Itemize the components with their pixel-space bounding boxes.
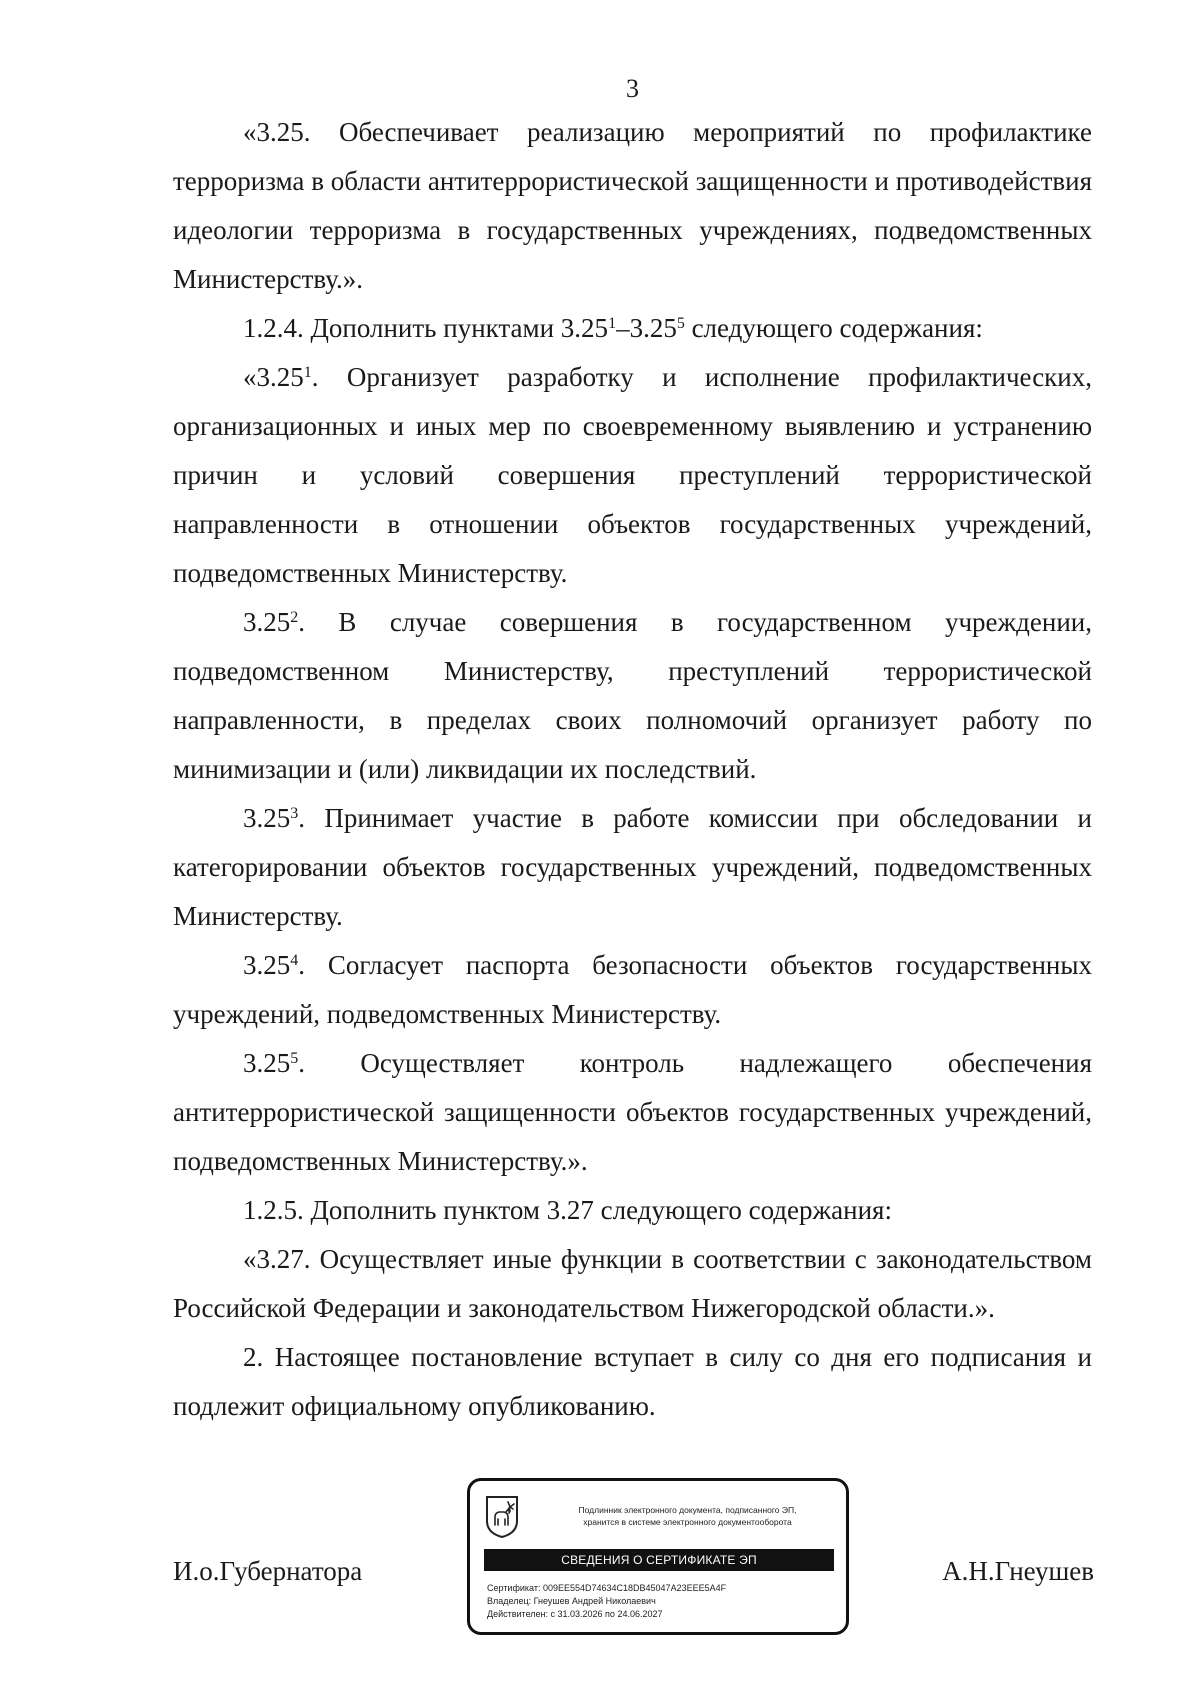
paragraph-text: . Согласует паспорта безопасности объектов государственных учреждений, подведомственных Министерству. bbox=[173, 950, 1092, 1029]
superscript: 2 bbox=[290, 609, 299, 626]
paragraph-text: 3.25 bbox=[243, 1048, 291, 1078]
paragraph-3-25-5 bbox=[173, 1039, 1092, 1186]
paragraph-3-25-3 bbox=[173, 794, 1092, 941]
document-body bbox=[173, 108, 1092, 1431]
paragraph-text: 2. Настоящее постановление вступает в силу со дня его подписания и подлежит официальному опубликованию. bbox=[173, 1342, 1092, 1421]
stamp-title: СВЕДЕНИЯ О СЕРТИФИКАТЕ ЭП bbox=[484, 1549, 834, 1571]
paragraph-3-25-4 bbox=[173, 941, 1092, 1039]
stamp-header-line: хранится в системе электронного документооборота bbox=[583, 1517, 792, 1527]
page-number: 3 bbox=[626, 74, 639, 103]
paragraph-text: «3.25. Обеспечивает реализацию мероприятий по профилактике терроризма в области антитеррористической защищенности и противодействия идеологии терроризма в государственных учреждениях, подведомственных Министерству.». bbox=[173, 117, 1092, 294]
paragraph-text: . Организует разработку и исполнение профилактических, организационных и иных мер по своевременному выявлению и устранению причин и условий совершения преступлений террористической направленности в отношении объектов государственных учреждений, подведомственных Министерству. bbox=[173, 362, 1092, 588]
signatory-position: И.о.Губернатора bbox=[173, 1556, 363, 1586]
signatory-name: А.Н.Гнеушев bbox=[942, 1556, 1094, 1586]
paragraph-text: «3.27. Осуществляет иные функции в соответствии с законодательством Российской Федерации и законодательством Нижегородской области.». bbox=[173, 1244, 1092, 1323]
paragraph-text: . Осуществляет контроль надлежащего обеспечения антитеррористической защищенности объектов государственных учреждений, подведомственных Министерству.». bbox=[173, 1048, 1092, 1176]
paragraph-text: «3.25 bbox=[243, 362, 304, 392]
paragraph-text: . Принимает участие в работе комиссии при обследовании и категорировании объектов государственных учреждений, подведомственных Министерству. bbox=[173, 803, 1092, 931]
paragraph-text: . В случае совершения в государственном учреждении, подведомственном Министерству, преступлений террористической направленности, в пределах своих полномочий организует работу по минимизации и (или) ликвидации их последствий. bbox=[173, 607, 1092, 784]
superscript: 1 bbox=[303, 364, 312, 381]
stamp-header bbox=[540, 1504, 835, 1528]
superscript: 5 bbox=[676, 315, 685, 332]
paragraph-3-25-2 bbox=[173, 598, 1092, 794]
stamp-details bbox=[487, 1582, 726, 1621]
paragraph-3-27 bbox=[173, 1235, 1092, 1333]
paragraph-2 bbox=[173, 1333, 1092, 1431]
electronic-signature-stamp bbox=[467, 1478, 849, 1635]
paragraph-text: 3.25 bbox=[243, 950, 291, 980]
superscript: 5 bbox=[290, 1050, 299, 1067]
superscript: 3 bbox=[290, 805, 299, 822]
stamp-certificate: Сертификат: 009EE554D74634C18DB45047A23EEE5A4F bbox=[487, 1583, 727, 1593]
paragraph-1-2-5 bbox=[173, 1186, 1092, 1235]
superscript: 1 bbox=[608, 315, 617, 332]
paragraph-text: 3.25 bbox=[243, 607, 291, 637]
deer-emblem-icon bbox=[484, 1495, 520, 1539]
stamp-validity: Действителен: с 31.03.2026 по 24.06.2027 bbox=[487, 1609, 663, 1619]
paragraph-text: 1.2.5. Дополнить пунктом 3.27 следующего содержания: bbox=[243, 1195, 892, 1225]
paragraph-text: 3.25 bbox=[243, 803, 291, 833]
paragraph-3-25 bbox=[173, 108, 1092, 304]
stamp-header-line: Подлинник электронного документа, подписанного ЭП, bbox=[578, 1505, 797, 1515]
stamp-owner: Владелец: Гнеушев Андрей Николаевич bbox=[487, 1596, 656, 1606]
paragraph-text: 1.2.4. Дополнить пунктами 3.25 bbox=[243, 313, 609, 343]
paragraph-3-25-1 bbox=[173, 353, 1092, 598]
superscript: 4 bbox=[290, 952, 299, 969]
paragraph-1-2-4 bbox=[173, 304, 1092, 353]
paragraph-text: следующего содержания: bbox=[684, 313, 983, 343]
paragraph-text: –3.25 bbox=[616, 313, 677, 343]
